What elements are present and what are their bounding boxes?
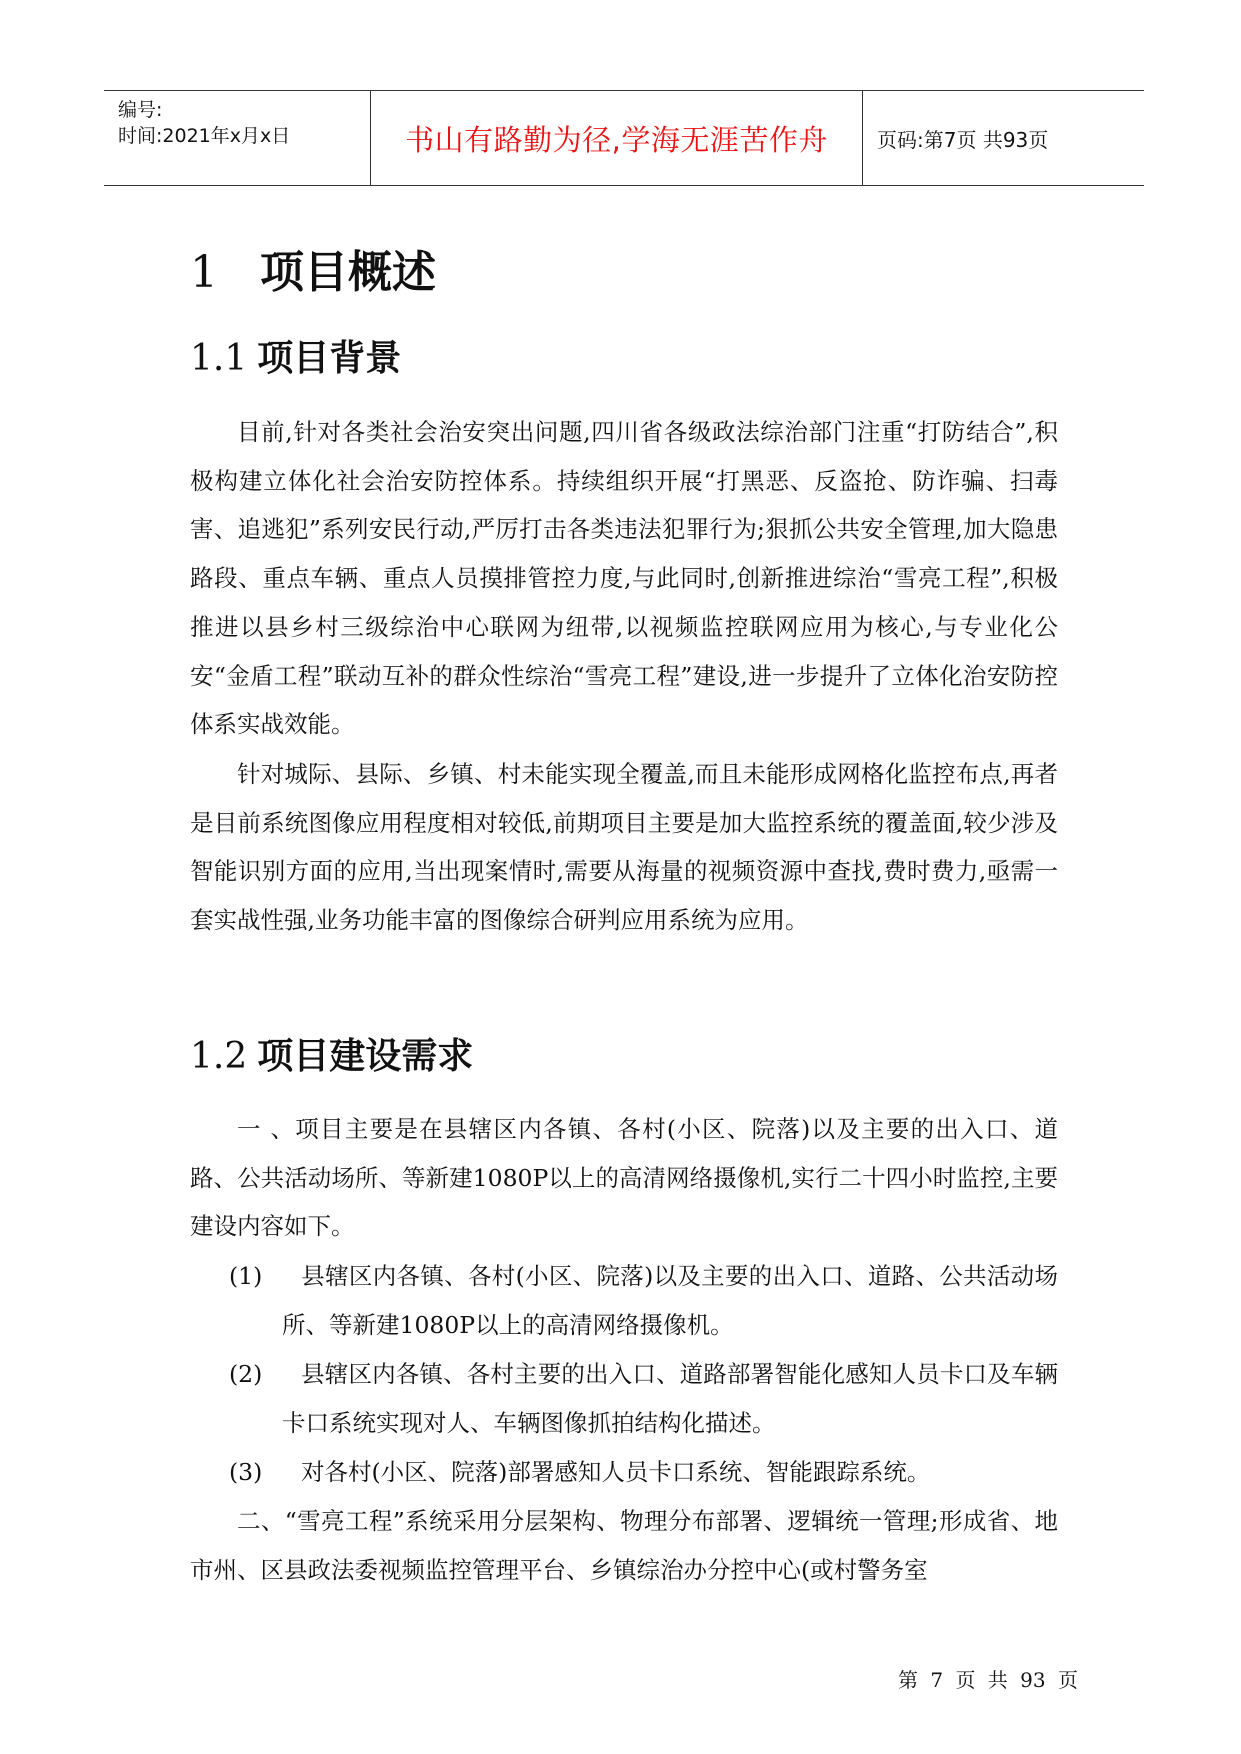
- list-marker: (2): [229, 1360, 263, 1388]
- list-marker: (3): [229, 1458, 263, 1486]
- document-number-label: 编号:: [118, 99, 163, 121]
- section-title: 项目建设需求: [257, 1036, 474, 1077]
- page-footer: 第 7 页 共 93 页: [898, 1668, 1078, 1692]
- body-paragraph: 二、“雪亮工程”系统采用分层架构、物理分布部署、逻辑统一管理;形成省、地市州、区县政法委视频监控管理平台、乡镇综治办分控中心(或村警务室: [190, 1507, 1058, 1584]
- list-item: [190, 1252, 1058, 1349]
- header-page-label: 页码:第7页 共93页: [877, 127, 1049, 152]
- section-heading-background: [190, 330, 401, 381]
- body-paragraph: 一 、项目主要是在县辖区内各镇、各村(小区、院落)以及主要的出入口、道路、公共活动场所、等新建1080P以上的高清网络摄像机,实行二十四小时监控,主要建设内容如下。: [190, 1115, 1058, 1241]
- list-marker: (1): [229, 1262, 263, 1290]
- section-number: 1.2: [190, 1036, 248, 1077]
- header-motto: 书山有路勤为径,学海无涯苦作舟: [371, 91, 863, 185]
- section-title: 项目背景: [257, 338, 402, 379]
- chapter-title: 项目概述: [260, 247, 436, 298]
- list-item-text: 对各村(小区、院落)部署感知人员卡口系统、智能跟踪系统。: [301, 1458, 931, 1486]
- list-item-text: 县辖区内各镇、各村主要的出入口、道路部署智能化感知人员卡口及车辆卡口系统实现对人、车辆图像抓拍结构化描述。: [282, 1360, 1058, 1437]
- body-paragraph: 目前,针对各类社会治安突出问题,四川省各级政法综治部门注重“打防结合”,积极构建立体化社会治安防控体系。持续组织开展“打黑恶、反盗抢、防诈骗、扫毒害、追逃犯”系列安民行动,严厉打击各类违法犯罪行为;狠抓公共安全管理,加大隐患路段、重点车辆、重点人员摸排管控力度,与此同时,创新推进综治“雪亮工程”,积极推进以县乡村三级综治中心联网为纽带,以视频监控联网应用为核心,与专业化公安“金盾工程”联动互补的群众性综治“雪亮工程”建设,进一步提升了立体化治安防控体系实战效能。: [190, 418, 1058, 739]
- chapter-heading: [190, 236, 436, 300]
- header-meta-cell: [104, 91, 371, 185]
- list-item: [190, 1448, 1058, 1497]
- section-number: 1.1: [190, 338, 248, 379]
- document-time-label: 时间:2021年x月x日: [118, 125, 291, 147]
- page-header: [104, 90, 1144, 186]
- chapter-number: 1: [190, 247, 218, 298]
- section-heading-requirements: [190, 1028, 473, 1079]
- body-paragraph: 针对城际、县际、乡镇、村未能实现全覆盖,而且未能形成网格化监控布点,再者是目前系统图像应用程度相对较低,前期项目主要是加大监控系统的覆盖面,较少涉及智能识别方面的应用,当出现案情时,需要从海量的视频资源中查找,费时费力,亟需一套实战性强,业务功能丰富的图像综合研判应用系统为应用。: [190, 760, 1058, 935]
- list-item: [190, 1350, 1058, 1447]
- list-item-text: 县辖区内各镇、各村(小区、院落)以及主要的出入口、道路、公共活动场所、等新建1080P以上的高清网络摄像机。: [282, 1262, 1058, 1339]
